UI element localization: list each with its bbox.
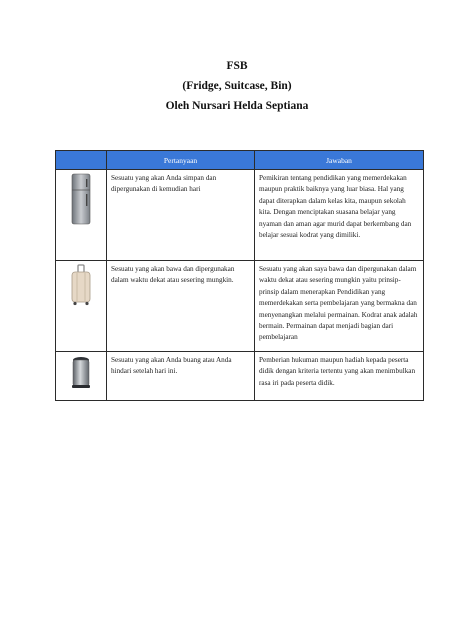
suitcase-icon	[69, 264, 93, 310]
image-cell	[56, 170, 107, 261]
table-header-row	[56, 151, 424, 170]
trash-bin-icon	[70, 355, 92, 393]
column-header-image	[56, 151, 107, 170]
pertanyaan-cell: Sesuatu yang akan Anda buang atau Anda hindari setelah hari ini.	[107, 352, 255, 401]
jawaban-cell: Sesuatu yang akan saya bawa dan dipergunakan dalam waktu dekat atau sesering mungkin yaitu prinsip-prinsip dalam menerapkan Pendidikan yang memerdekakan serta pembelajaran yang bermakna dan menyenangkan melalui permainan. Kodrat anak adalah bermain. Permainan dapat menjadi bagian dari pembelajaran	[255, 261, 424, 352]
column-header-jawaban: Jawaban	[255, 151, 424, 170]
table-row	[56, 352, 424, 401]
document-title: FSB	[226, 60, 248, 72]
document-subtitle: (Fridge, Suitcase, Bin)	[182, 80, 292, 92]
table-row	[56, 170, 424, 261]
document-author: Oleh Nursari Helda Septiana	[165, 100, 309, 112]
image-cell	[56, 261, 107, 352]
fridge-icon	[70, 173, 92, 229]
fsb-table	[55, 150, 424, 401]
title-block	[0, 56, 474, 116]
jawaban-cell: Pemikiran tentang pendidikan yang memerdekakan maupun praktik baiknya yang luar biasa. Hal yang dapat diterapkan dalam kelas kita, maupun sekolah kita. Dengan menciptakan suasana belajar yang nyaman dan aman agar murid dapat berkembang dan belajar sesuai kodrat yang dimiliki.	[255, 170, 424, 261]
table-row	[56, 261, 424, 352]
pertanyaan-cell: Sesuatu yang akan bawa dan dipergunakan dalam waktu dekat atau sesering mungkin.	[107, 261, 255, 352]
image-cell	[56, 352, 107, 401]
pertanyaan-cell: Sesuatu yang akan Anda simpan dan dipergunakan di kemudian hari	[107, 170, 255, 261]
jawaban-cell: Pemberian hukuman maupun hadiah kepada peserta didik dengan kriteria tertentu yang akan menimbulkan rasa iri pada peserta didik.	[255, 352, 424, 401]
column-header-pertanyaan: Pertanyaan	[107, 151, 255, 170]
